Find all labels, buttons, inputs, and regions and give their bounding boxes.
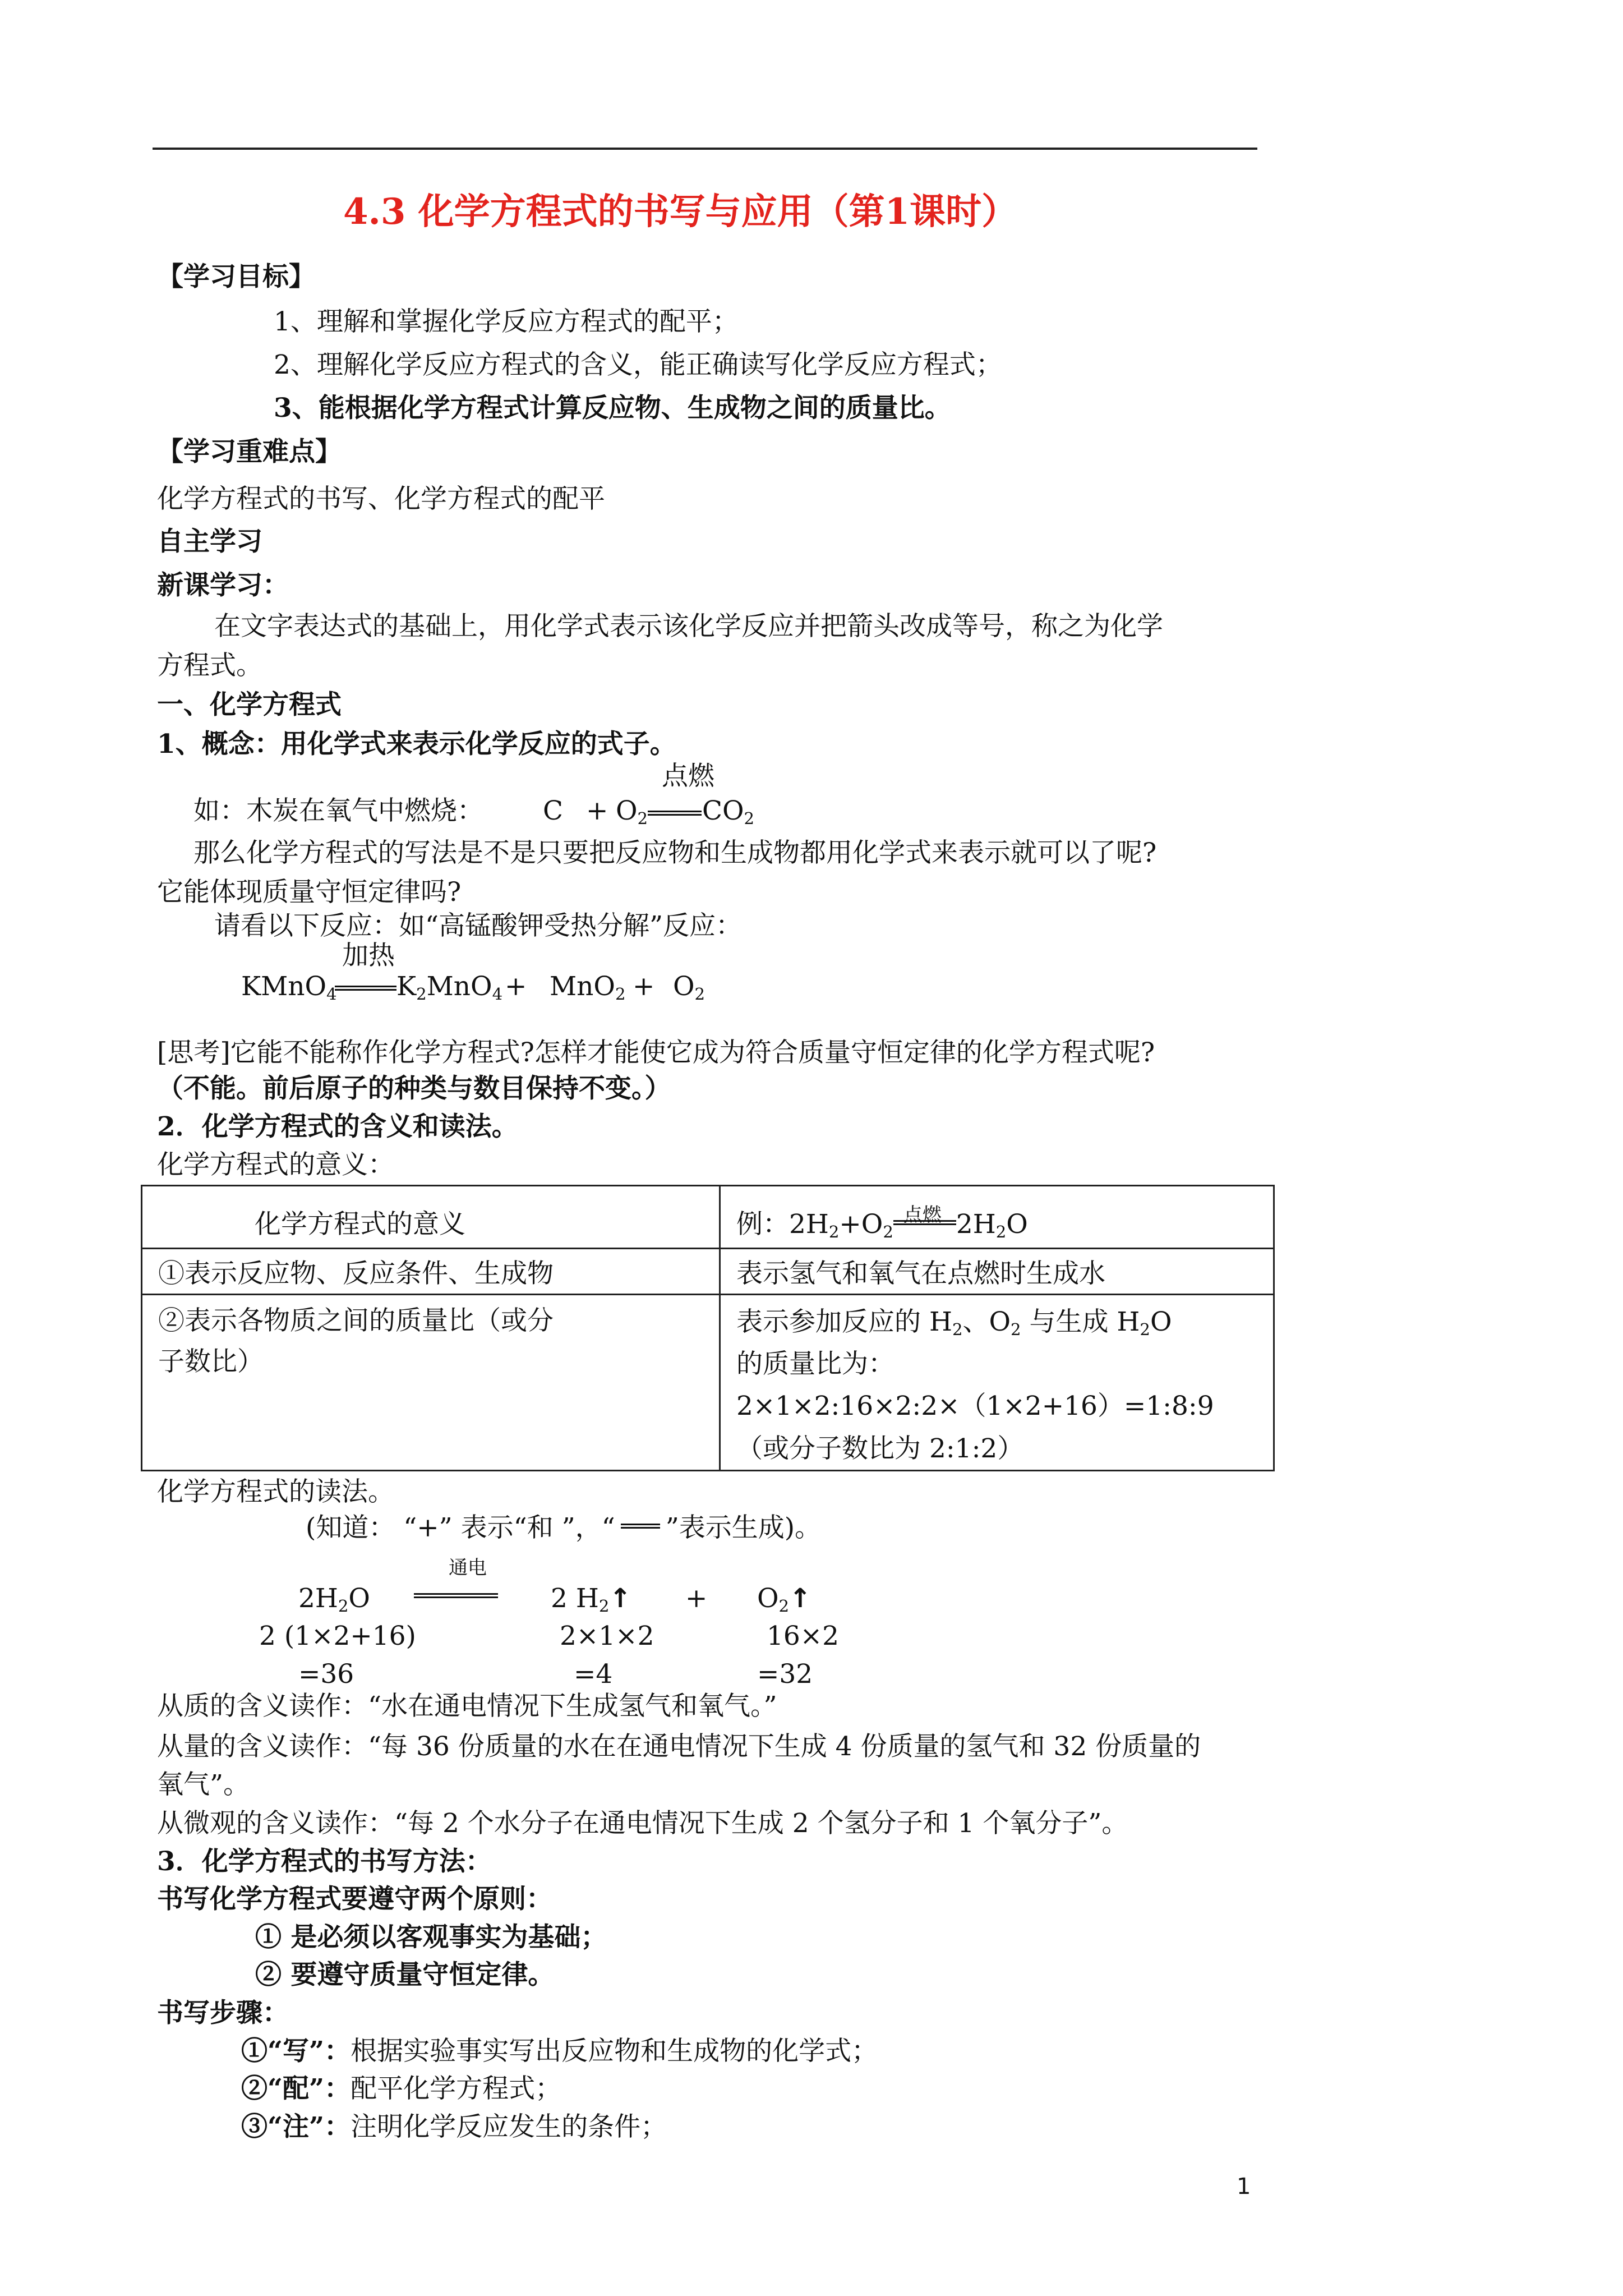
steps-heading: 书写步骤： bbox=[157, 1998, 289, 2028]
ignite-condition: 点燃 bbox=[662, 761, 714, 792]
question-line-2: 它能体现质量守恒定律吗? bbox=[157, 877, 462, 908]
section2-heading: 2．化学方程式的含义和读法。 bbox=[157, 1111, 518, 1142]
gas-up-arrow: ↑ bbox=[789, 1583, 811, 1614]
step-write: ①“写”：根据实验事实写出反应物和生成物的化学式； bbox=[241, 2036, 878, 2067]
plus-sign: + bbox=[586, 795, 608, 826]
read-quantity-2: 氧气”。 bbox=[157, 1769, 250, 1800]
think-answer: （不能。前后原子的种类与数目保持不变。） bbox=[157, 1073, 671, 1104]
carbon: C bbox=[543, 795, 563, 826]
table-header-right: 例：$2H_2+O_2$ 点燃 $2H_2O$ bbox=[720, 1186, 1274, 1249]
kmno4-formula: KMnO$_4$ bbox=[241, 971, 337, 1004]
read-quantity-1: 从量的含义读作：“每 36 份质量的水在在通电情况下生成 4 份质量的氢气和 32 份质量的 bbox=[157, 1731, 1201, 1762]
ignite-equals: 点燃 bbox=[893, 1220, 956, 1225]
meaning-table bbox=[141, 1185, 1275, 1471]
row1-left: ①表示反应物、反应条件、生成物 bbox=[142, 1249, 720, 1295]
objective-item-3: 3、能根据化学方程式计算反应物、生成物之间的质量比。 bbox=[274, 393, 951, 424]
mass-oxygen: 16×2 bbox=[767, 1621, 840, 1651]
intro-line-2: 方程式。 bbox=[157, 650, 262, 681]
oxygen-formula: $O_2$ bbox=[616, 795, 648, 829]
oxygen-formula-2: $O_2↑$ bbox=[757, 1583, 811, 1616]
read-quality: 从质的含义读作：“水在通电情况下生成氢气和氧气。” bbox=[157, 1691, 777, 1722]
o2-formula: $O_2$ bbox=[673, 971, 706, 1004]
mass-water: 2 (1×2+16) bbox=[259, 1621, 416, 1651]
objectives-heading: 【学习目标】 bbox=[157, 261, 315, 292]
row2-right: 表示参加反应的 $H_2$、$O_2$ 与生成 $H_2O$ 的质量比为： 2×1×2:16×2:2×（1×2+16）=1:8:9 （或分子数比为 2:1:2） bbox=[720, 1295, 1274, 1471]
think-text: [思考]它能不能称作化学方程式?怎样才能使它成为符合质量守恒定律的化学方程式呢? bbox=[157, 1037, 1155, 1068]
plus-sign: + bbox=[505, 971, 527, 1002]
equals-sign bbox=[621, 1524, 660, 1529]
keypoints-text: 化学方程式的书写、化学方程式的配平 bbox=[157, 484, 605, 514]
example-label: 如：木炭在氧气中燃烧： bbox=[193, 795, 483, 826]
plus-sign: + bbox=[633, 971, 655, 1002]
step-balance: ②“配”：配平化学方程式； bbox=[241, 2073, 562, 2104]
question-line-1: 那么化学方程式的写法是不是只要把反应物和生成物都用化学式来表示就可以了呢? bbox=[193, 838, 1157, 868]
principle-2: ② 要遵守质量守恒定律。 bbox=[255, 1959, 555, 1990]
equals-sign bbox=[335, 986, 396, 991]
see-text: 请看以下反应：如“高锰酸钾受热分解”反应： bbox=[214, 910, 743, 941]
hydrogen-formula: 2 $H_2↑$ bbox=[551, 1583, 631, 1616]
new-lesson-heading: 新课学习： bbox=[157, 570, 289, 601]
page-number: 1 bbox=[1237, 2174, 1251, 2200]
result-oxygen: =32 bbox=[757, 1659, 813, 1690]
concept-text: 1、概念：用化学式来表示化学反应的式子。 bbox=[157, 729, 676, 760]
reading-label: 化学方程式的读法。 bbox=[157, 1476, 394, 1507]
objective-item-2: 2、理解化学反应方程式的含义，能正确读写化学反应方程式； bbox=[274, 349, 1002, 380]
result-water: =36 bbox=[298, 1659, 354, 1690]
section1-heading: 一、化学方程式 bbox=[157, 689, 342, 720]
row1-right: 表示氢气和氧气在点燃时生成水 bbox=[720, 1249, 1274, 1295]
plus-sign: + bbox=[685, 1583, 708, 1614]
objective-item-1: 1、理解和掌握化学反应方程式的配平； bbox=[274, 306, 739, 337]
gas-up-arrow: ↑ bbox=[609, 1583, 631, 1614]
water-formula: $2H_2O$ bbox=[298, 1583, 370, 1616]
equals-sign bbox=[414, 1593, 498, 1598]
mno2-formula: MnO$_2$ bbox=[550, 971, 626, 1004]
row2-left: ②表示各物质之间的质量比（或分 子数比） bbox=[142, 1295, 720, 1471]
meaning-label: 化学方程式的意义： bbox=[157, 1149, 394, 1180]
principles-heading: 书写化学方程式要遵守两个原则： bbox=[157, 1884, 552, 1915]
keypoints-heading: 【学习重难点】 bbox=[157, 436, 342, 467]
section3-heading: 3．化学方程式的书写方法： bbox=[157, 1846, 492, 1877]
electrolysis-condition: 通电 bbox=[449, 1557, 487, 1579]
principle-1: ① 是必须以客观事实为基础； bbox=[255, 1922, 607, 1953]
heat-condition: 加热 bbox=[342, 940, 395, 971]
read-micro: 从微观的含义读作：“每 2 个水分子在通电情况下生成 2 个氢分子和 1 个氧分子”。 bbox=[157, 1808, 1128, 1839]
header-rule bbox=[153, 148, 1257, 150]
co2-formula: $CO_2$ bbox=[702, 795, 755, 829]
mass-hydrogen: 2×1×2 bbox=[560, 1621, 654, 1651]
result-hydrogen: =4 bbox=[574, 1659, 613, 1690]
equals-sign bbox=[648, 811, 702, 816]
intro-line-1: 在文字表达式的基础上，用化学式表示该化学反应并把箭头改成等号，称之为化学 bbox=[214, 611, 1163, 642]
table-header-left: 化学方程式的意义 bbox=[142, 1186, 720, 1249]
k2mno4-formula: $K_2MnO_4$ bbox=[396, 971, 503, 1004]
self-study-heading: 自主学习 bbox=[157, 526, 262, 557]
know-text: (知道： “+” 表示“和 ”，“ ”表示生成)。 bbox=[306, 1512, 822, 1543]
page-title: 4.3 化学方程式的书写与应用（第1课时） bbox=[343, 191, 1018, 233]
step-annotate: ③“注”：注明化学反应发生的条件； bbox=[241, 2111, 667, 2142]
